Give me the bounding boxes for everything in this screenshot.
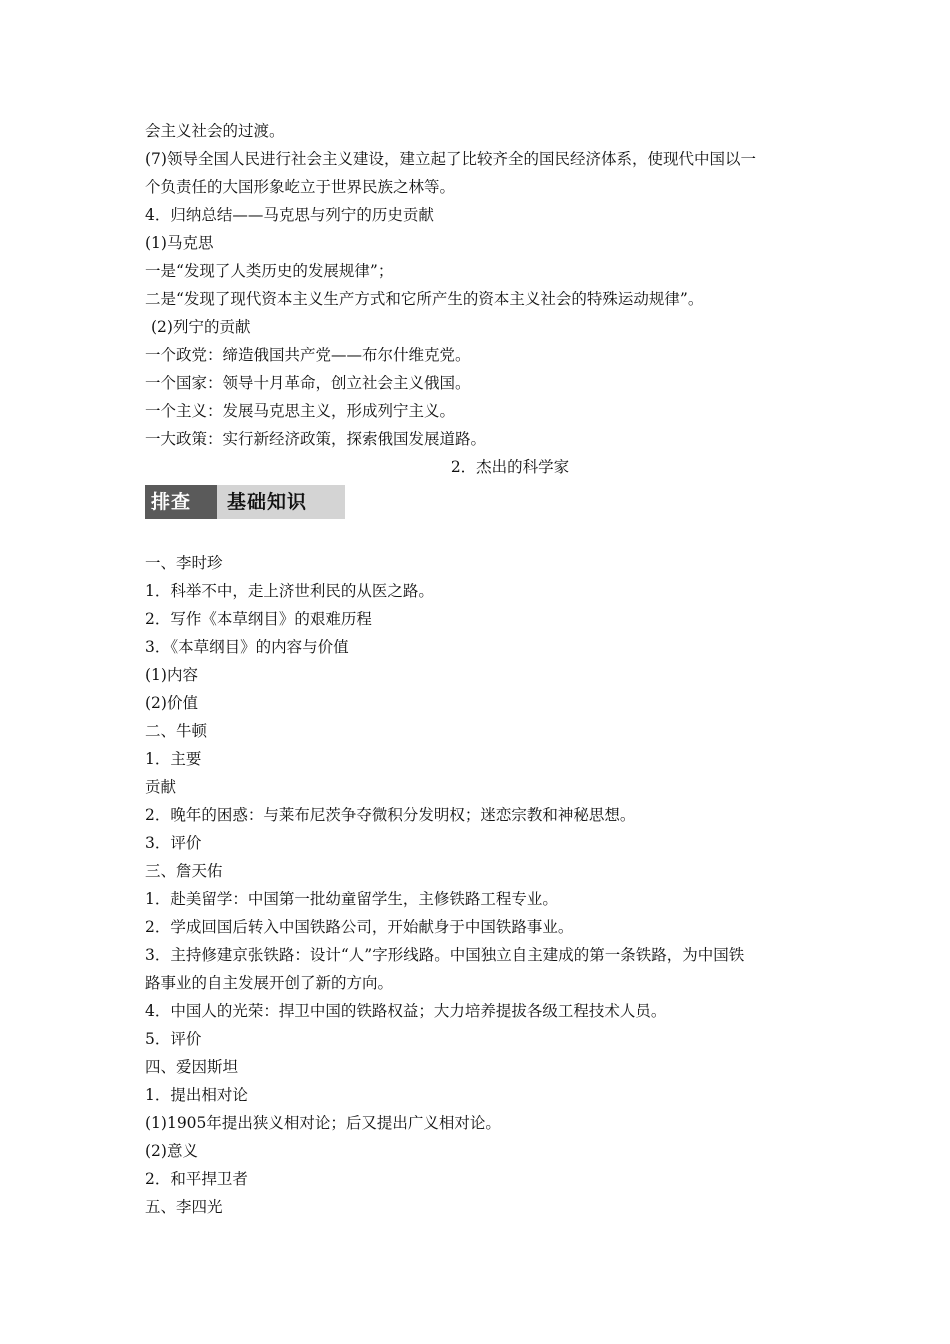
text-line: 一个政党：缔造俄国共产党——布尔什维克党。	[145, 346, 471, 364]
text-line: 1．提出相对论	[145, 1086, 248, 1104]
text-line: 2．晚年的困惑：与莱布尼茨争夺微积分发明权；迷恋宗教和神秘思想。	[145, 806, 636, 824]
text-line: 2．和平捍卫者	[145, 1170, 248, 1188]
text-block-marx-lenin	[145, 117, 815, 453]
text-line: 一是“发现了人类历史的发展规律”；	[145, 262, 394, 280]
document-page	[145, 117, 815, 1221]
text-line: 3．《本草纲目》的内容与价值	[145, 638, 349, 656]
text-line: 1．赴美留学：中国第一批幼童留学生，主修铁路工程专业。	[145, 890, 558, 908]
text-line: 4．归纳总结——马克思与列宁的历史贡献	[145, 206, 434, 224]
text-line: 1．科举不中，走上济世利民的从医之路。	[145, 582, 434, 600]
text-line: 二是“发现了现代资本主义生产方式和它所产生的资本主义社会的特殊运动规律”。	[145, 290, 704, 308]
text-line: 3．评价	[145, 834, 202, 852]
text-block-scientists	[145, 549, 815, 1221]
section-heading: 2．杰出的科学家	[450, 458, 570, 476]
text-line: (1)1905年提出狭义相对论；后又提出广义相对论。	[145, 1114, 501, 1132]
text-line: 2．写作《本草纲目》的艰难历程	[145, 610, 372, 628]
text-line: 三、詹天佑	[145, 862, 223, 880]
text-line: (1)马克思	[145, 234, 214, 252]
text-line: 4．中国人的光荣：捍卫中国的铁路权益；大力培养提拔各级工程技术人员。	[145, 1002, 667, 1020]
text-line: (2)价值	[145, 694, 198, 712]
text-line: 3．主持修建京张铁路：设计“人”字形线路。中国独立自主建成的第一条铁路，为中国铁	[145, 946, 745, 964]
text-line: 一个主义：发展马克思主义，形成列宁主义。	[145, 402, 456, 420]
text-line: 会主义社会的过渡。	[145, 122, 285, 140]
text-line: 路事业的自主发展开创了新的方向。	[145, 974, 394, 992]
text-line: 一个国家：领导十月革命，创立社会主义俄国。	[145, 374, 471, 392]
text-line: 一大政策：实行新经济政策，探索俄国发展道路。	[145, 430, 487, 448]
text-line: (7)领导全国人民进行社会主义建设，建立起了比较齐全的国民经济体系，使现代中国以一	[145, 150, 756, 168]
text-line: 五、李四光	[145, 1198, 223, 1216]
text-line: 四、爱因斯坦	[145, 1058, 239, 1076]
text-line: 一、李时珍	[145, 554, 223, 572]
text-line: (1)内容	[145, 666, 198, 684]
banner-label-right: 基础知识	[201, 485, 345, 519]
text-line: 贡献	[145, 778, 177, 796]
spacer	[145, 529, 815, 549]
text-line: 1．主要	[145, 750, 202, 768]
text-line: 二、牛顿	[145, 722, 208, 740]
text-line: 2．学成回国后转入中国铁路公司，开始献身于中国铁路事业。	[145, 918, 574, 936]
text-line: 5．评价	[145, 1030, 202, 1048]
text-line: (2)意义	[145, 1142, 198, 1160]
banner-label-left: 排查	[145, 485, 217, 519]
section-banner	[145, 485, 345, 521]
banner-arrow-icon	[201, 485, 215, 519]
text-line: (2)列宁的贡献	[151, 318, 251, 336]
text-line: 个负责任的大国形象屹立于世界民族之林等。	[145, 178, 456, 196]
